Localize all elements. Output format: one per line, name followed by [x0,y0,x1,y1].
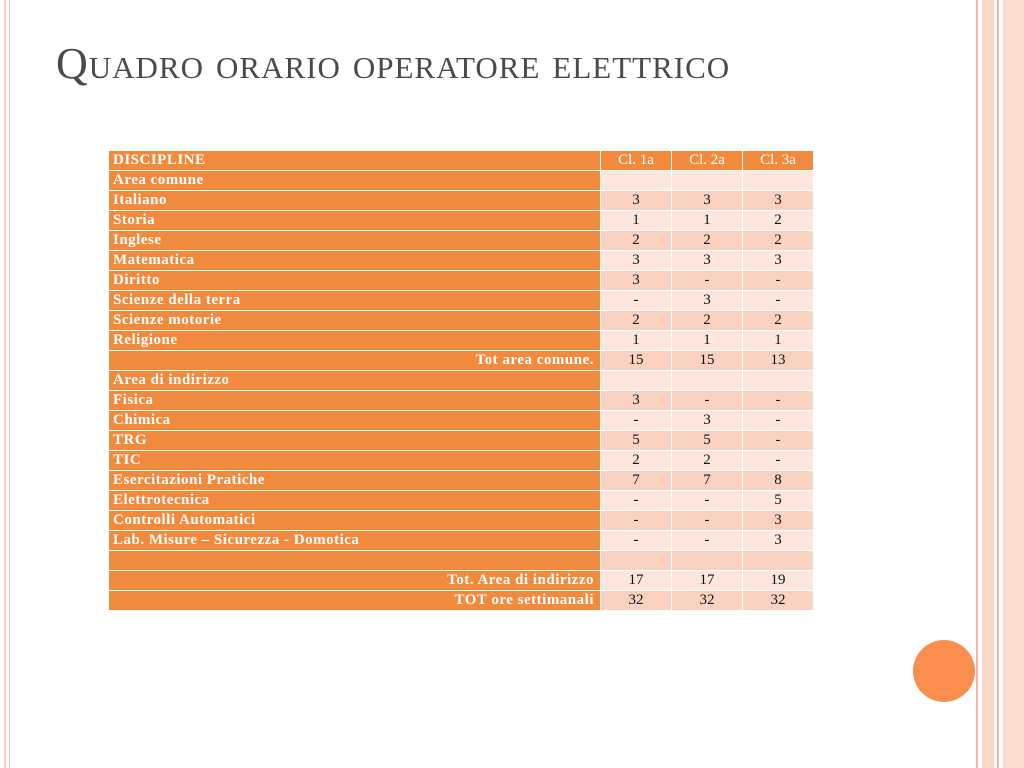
hours-cell-class-1: 2 [601,231,672,251]
hours-cell-class-3: - [743,271,814,291]
table-row [109,191,814,211]
discipline-cell: Chimica [109,411,601,431]
discipline-cell: Scienze motorie [109,311,601,331]
hours-cell-class-1: 3 [601,191,672,211]
hours-cell-class-2: - [672,391,743,411]
discipline-cell: Matematica [109,251,601,271]
discipline-cell: Area comune [109,171,601,191]
hours-cell-class-2: 1 [672,331,743,351]
hours-cell-class-2: 3 [672,251,743,271]
table-row [109,451,814,471]
hours-cell-class-3 [743,171,814,191]
hours-cell-class-2: 5 [672,431,743,451]
hours-cell-class-3 [743,371,814,391]
hours-cell-class-3: 3 [743,191,814,211]
hours-cell-class-3: - [743,431,814,451]
slide-title: Quadro orario operatore elettrico [56,39,731,88]
hours-cell-class-2 [672,171,743,191]
hours-cell-class-1: - [601,291,672,311]
hours-cell-class-1: 1 [601,211,672,231]
discipline-cell: Diritto [109,271,601,291]
table-row [109,171,814,191]
hours-cell-class-3: 19 [743,571,814,591]
hours-cell-class-1: 3 [601,391,672,411]
hours-cell-class-3: 13 [743,351,814,371]
hours-cell-class-1 [601,371,672,391]
discipline-cell: Controlli Automatici [109,511,601,531]
hours-cell-class-3: - [743,411,814,431]
table-row [109,571,814,591]
table-row [109,331,814,351]
hours-cell-class-3: 2 [743,211,814,231]
hours-cell-class-2: 1 [672,211,743,231]
hours-cell-class-3: 2 [743,311,814,331]
hours-cell-class-2: - [672,491,743,511]
table-row [109,371,814,391]
discipline-cell: Fisica [109,391,601,411]
discipline-cell: TIC [109,451,601,471]
table-header-row [109,151,814,171]
hours-cell-class-3 [743,551,814,571]
table-row [109,391,814,411]
hours-cell-class-3: 3 [743,531,814,551]
hours-cell-class-2: 3 [672,291,743,311]
hours-cell-class-1: 17 [601,571,672,591]
discipline-cell: Tot area comune. [109,351,601,371]
table-row [109,551,814,571]
hours-cell-class-2: 2 [672,451,743,471]
hours-cell-class-2 [672,371,743,391]
discipline-cell [109,551,601,571]
discipline-cell: Esercitazioni Pratiche [109,471,601,491]
table-row [109,291,814,311]
table-row [109,251,814,271]
table-row [109,511,814,531]
hours-cell-class-3: - [743,451,814,471]
slide-right-border [976,0,1024,768]
hours-cell-class-1: - [601,511,672,531]
table-row [109,211,814,231]
hours-cell-class-1: 15 [601,351,672,371]
hours-cell-class-3: 32 [743,591,814,611]
hours-cell-class-2: 17 [672,571,743,591]
table-row [109,311,814,331]
hours-cell-class-1: 7 [601,471,672,491]
table-row [109,471,814,491]
column-header-class-3: Cl. 3a [743,151,814,171]
hours-cell-class-1: - [601,411,672,431]
hours-cell-class-2: - [672,531,743,551]
hours-cell-class-1: 5 [601,431,672,451]
hours-cell-class-3: - [743,391,814,411]
table-row [109,231,814,251]
discipline-cell: Lab. Misure – Sicurezza - Domotica [109,531,601,551]
hours-cell-class-1: 3 [601,271,672,291]
hours-cell-class-1: 32 [601,591,672,611]
discipline-cell: Elettrotecnica [109,491,601,511]
hours-cell-class-2: 3 [672,411,743,431]
discipline-cell: Italiano [109,191,601,211]
table-row [109,271,814,291]
hours-cell-class-1: 3 [601,251,672,271]
column-header-discipline: DISCIPLINE [109,151,601,171]
hours-cell-class-1: 1 [601,331,672,351]
hours-cell-class-2: 15 [672,351,743,371]
hours-cell-class-2 [672,551,743,571]
hours-cell-class-2: - [672,271,743,291]
table-row [109,431,814,451]
decorative-circle [913,640,975,702]
hours-cell-class-1: - [601,531,672,551]
timetable [108,150,814,611]
hours-cell-class-3: 1 [743,331,814,351]
table-row [109,531,814,551]
table-row [109,411,814,431]
hours-cell-class-1: 2 [601,451,672,471]
slide-left-border [0,0,10,768]
discipline-cell: Storia [109,211,601,231]
hours-cell-class-1 [601,171,672,191]
hours-cell-class-3: 5 [743,491,814,511]
hours-cell-class-3: 8 [743,471,814,491]
hours-cell-class-2: 32 [672,591,743,611]
hours-cell-class-2: 3 [672,191,743,211]
hours-cell-class-3: 3 [743,511,814,531]
discipline-cell: Religione [109,331,601,351]
table-row [109,591,814,611]
hours-cell-class-3: 3 [743,251,814,271]
table-row [109,351,814,371]
discipline-cell: TRG [109,431,601,451]
column-header-class-1: Cl. 1a [601,151,672,171]
hours-cell-class-2: 2 [672,231,743,251]
hours-cell-class-3: - [743,291,814,311]
discipline-cell: Area di indirizzo [109,371,601,391]
hours-cell-class-1: - [601,491,672,511]
hours-cell-class-3: 2 [743,231,814,251]
discipline-cell: Tot. Area di indirizzo [109,571,601,591]
hours-cell-class-1: 2 [601,311,672,331]
hours-cell-class-2: - [672,511,743,531]
table-row [109,491,814,511]
hours-cell-class-2: 2 [672,311,743,331]
hours-cell-class-1 [601,551,672,571]
hours-cell-class-2: 7 [672,471,743,491]
discipline-cell: TOT ore settimanali [109,591,601,611]
discipline-cell: Inglese [109,231,601,251]
discipline-cell: Scienze della terra [109,291,601,311]
column-header-class-2: Cl. 2a [672,151,743,171]
